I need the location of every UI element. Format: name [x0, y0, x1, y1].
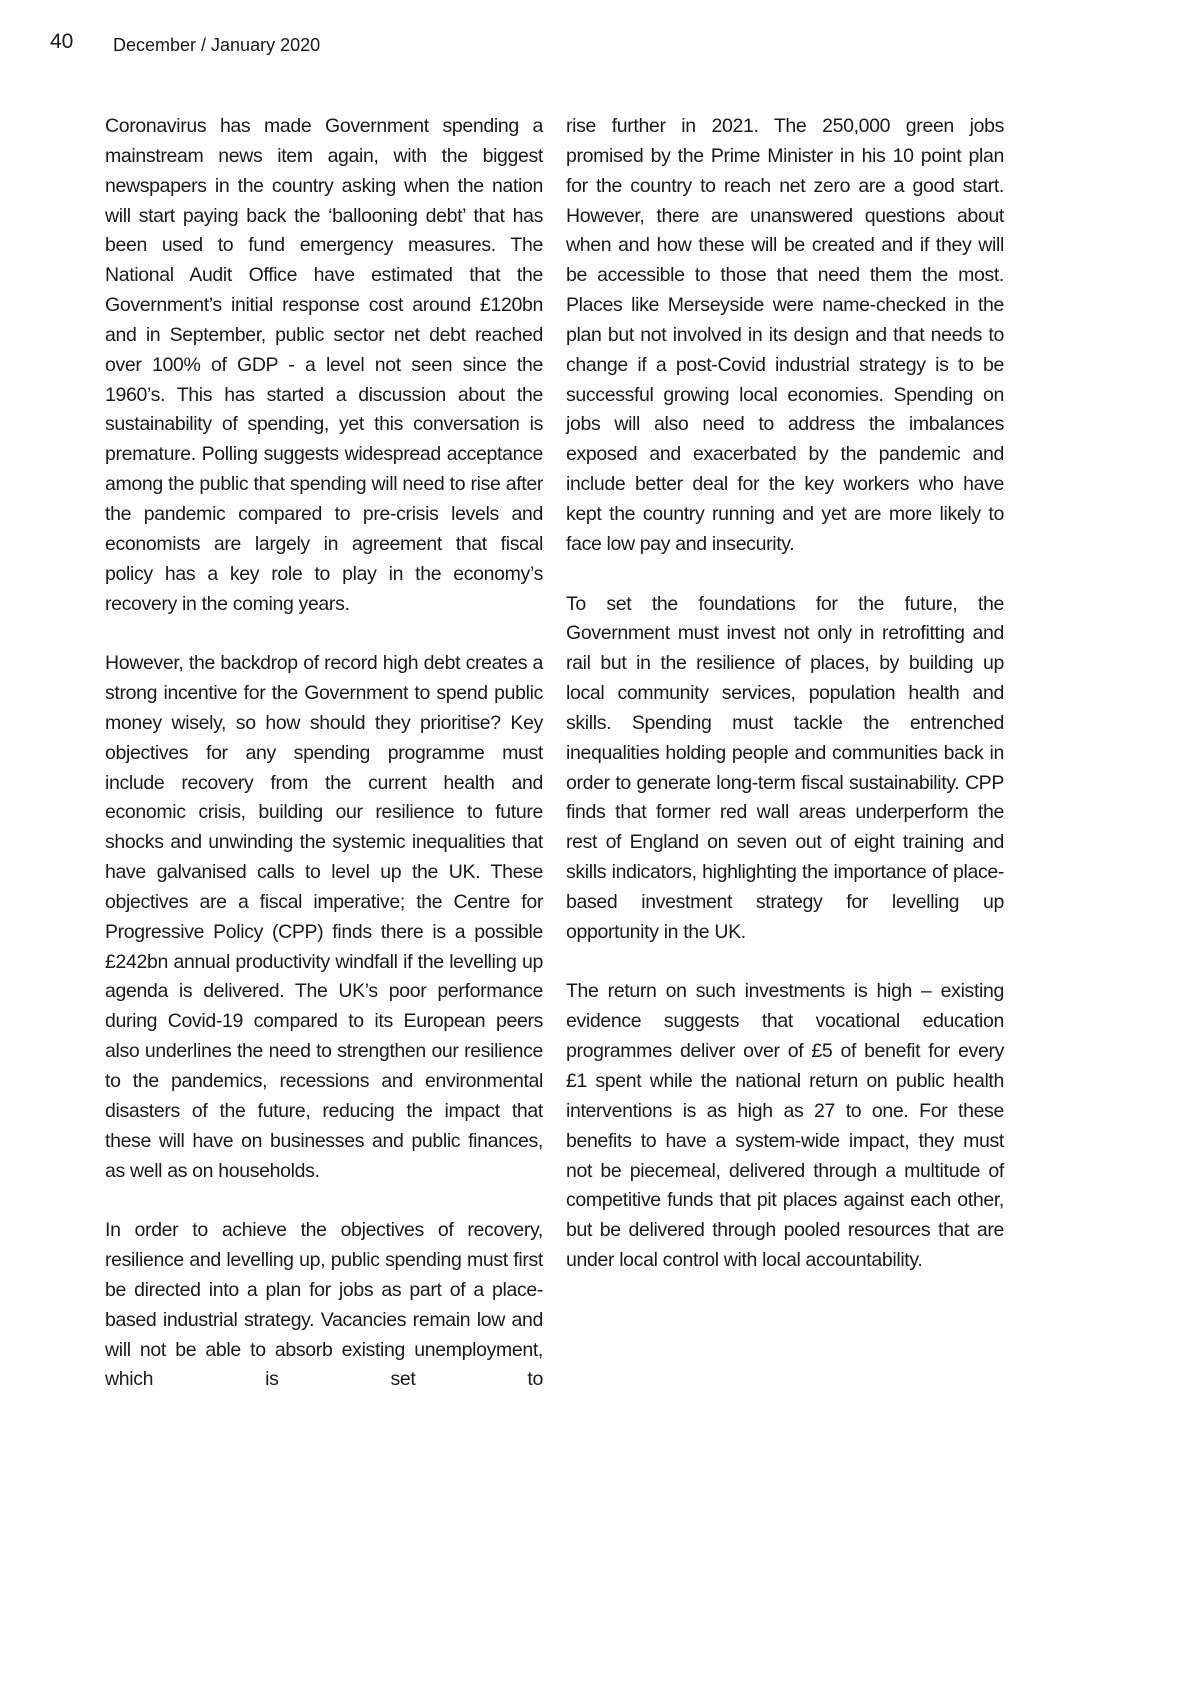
page-number: 40 — [50, 30, 74, 53]
paragraph: However, the backdrop of record high debt creates a strong incentive for the Government to spend public money wisely, so how should they prioritise? Key objectives for any spending programme must include recovery from the current health and economic crisis, building our resilience to future shocks and unwinding the systemic inequalities that have galvanised calls to level up the UK. These objectives are a fiscal imperative; the Centre for Progressive Policy (CPP) finds there is a possible £242bn annual productivity windfall if the levelling up agenda is delivered. The UK’s poor performance during Covid-19 compared to its European peers also underlines the need to strengthen our resilience to the pandemics, recessions and environmental disasters of the future, reducing the impact that these will have on businesses and public finances, as well as on households. — [105, 652, 543, 1182]
left-column — [105, 112, 543, 1425]
issue-date: December / January 2020 — [113, 35, 321, 55]
paragraph: In order to achieve the objectives of recovery, resilience and levelling up, public spending must first be directed into a plan for jobs as part of a place-based industrial strategy. Vacancies remain low and will not be able to absorb existing unemployment, which is set to — [105, 1219, 543, 1391]
paragraph: To set the foundations for the future, the Government must invest not only in retrofitting and rail but in the resilience of places, by building up local community services, population health and skills. Spending must tackle the entrenched inequalities holding people and communities back in order to generate long-term fiscal sustainability. CPP finds that former red wall areas underperform the rest of England on seven out of eight training and skills indicators, highlighting the importance of place-based investment strategy for levelling up opportunity in the UK. — [566, 592, 1004, 943]
paragraph: rise further in 2021. The 250,000 green jobs promised by the Prime Minister in his 10 point plan for the country to reach net zero are a good start. However, there are unanswered questions about when and how these will be created and if they will be accessible to those that need them the most. Places like Merseyside were name-checked in the plan but not involved in its design and that needs to change if a post-Covid industrial strategy is to be successful growing local economies. Spending on jobs will also need to address the imbalances exposed and exacerbated by the pandemic and include better deal for the key workers who have kept the country running and yet are more likely to face low pay and insecurity. — [566, 115, 1004, 555]
right-column — [566, 112, 1004, 1306]
paragraph: Coronavirus has made Government spending a mainstream news item again, with the biggest newspapers in the country asking when the nation will start paying back the ‘ballooning debt’ that has been used to fund emergency measures. The National Audit Office have estimated that the Government’s initial response cost around £120bn and in September, public sector net debt reached over 100% of GDP - a level not seen since the 1960’s. This has started a discussion about the sustainability of spending, yet this conversation is premature. Polling suggests widespread acceptance among the public that spending will need to rise after the pandemic compared to pre-crisis levels and economists are largely in agreement that fiscal policy has a key role to play in the economy’s recovery in the coming years. — [105, 115, 543, 615]
paragraph: The return on such investments is high – existing evidence suggests that vocational education programmes deliver over of £5 of benefit for every £1 spent while the national return on public health interventions is as high as 27 to one. For these benefits to have a system-wide impact, they must not be piecemeal, delivered through a multitude of competitive funds that pit places against each other, but be delivered through pooled resources that are under local control with local accountability. — [566, 980, 1004, 1272]
